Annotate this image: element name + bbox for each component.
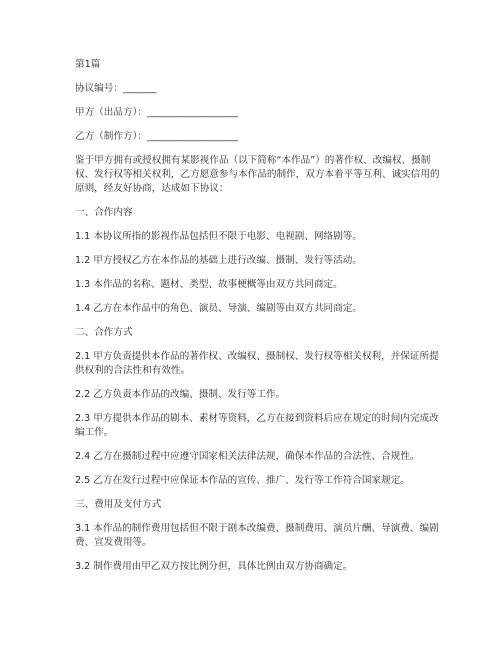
section-title-fees-payment: 三、费用及支付方式 xyxy=(75,499,162,510)
agreement-number: 协议编号：_______ xyxy=(75,83,157,94)
clause-2-2: 2.2 乙方负责本作品的改编、摄制、发行等工作。 xyxy=(75,389,286,400)
party-a-line: 甲方（出品方）：___________________ xyxy=(75,107,239,118)
clause-2-3: 2.3 甲方提供本作品的剧本、素材等资料，乙方在接到资料后应在规定的时间内完成改编工作。 xyxy=(75,413,439,438)
party-b-line: 乙方（制作方）：___________________ xyxy=(75,131,239,142)
section-title-cooperation-content: 一、合作内容 xyxy=(75,207,133,218)
preamble-paragraph: 鉴于甲方拥有或授权拥有某影视作品（以下简称“本作品”）的著作权、改编权、摄制权、发行权等相关权利，乙方愿意参与本作品的制作，双方本着平等互利、诚实信用的原则，经友好协商，达成如下协议： xyxy=(75,155,440,194)
clause-1-2: 1.2 甲方授权乙方在本作品的基础上进行改编、摄制、发行等活动。 xyxy=(75,255,362,266)
document-heading: 第1篇 xyxy=(75,59,101,70)
clause-2-1: 2.1 甲方负责提供本作品的著作权、改编权、摄制权、发行权等相关权利，并保证所提供权利的合法性和有效性。 xyxy=(75,351,439,376)
clause-2-5: 2.5 乙方在发行过程中应保证本作品的宣传、推广、发行等工作符合国家规定。 xyxy=(75,475,410,486)
document-body xyxy=(75,58,447,584)
clause-3-1: 3.1 本作品的制作费用包括但不限于剧本改编费、摄制费用、演员片酬、导演费、编剧费、宣发费用等。 xyxy=(75,523,439,548)
clause-1-4: 1.4 乙方在本作品中的角色、演员、导演、编剧等由双方共同商定。 xyxy=(75,303,362,314)
clause-3-2: 3.2 制作费用由甲乙双方按比例分担，具体比例由双方协商确定。 xyxy=(75,561,353,572)
clause-1-1: 1.1 本协议所指的影视作品包括但不限于电影、电视剧、网络剧等。 xyxy=(75,231,362,242)
section-title-cooperation-method: 二、合作方式 xyxy=(75,327,133,338)
clause-2-4: 2.4 乙方在摄制过程中应遵守国家相关法律法规，确保本作品的合法性、合规性。 xyxy=(75,451,420,462)
clause-1-3: 1.3 本作品的名称、题材、类型、故事梗概等由双方共同商定。 xyxy=(75,279,343,290)
